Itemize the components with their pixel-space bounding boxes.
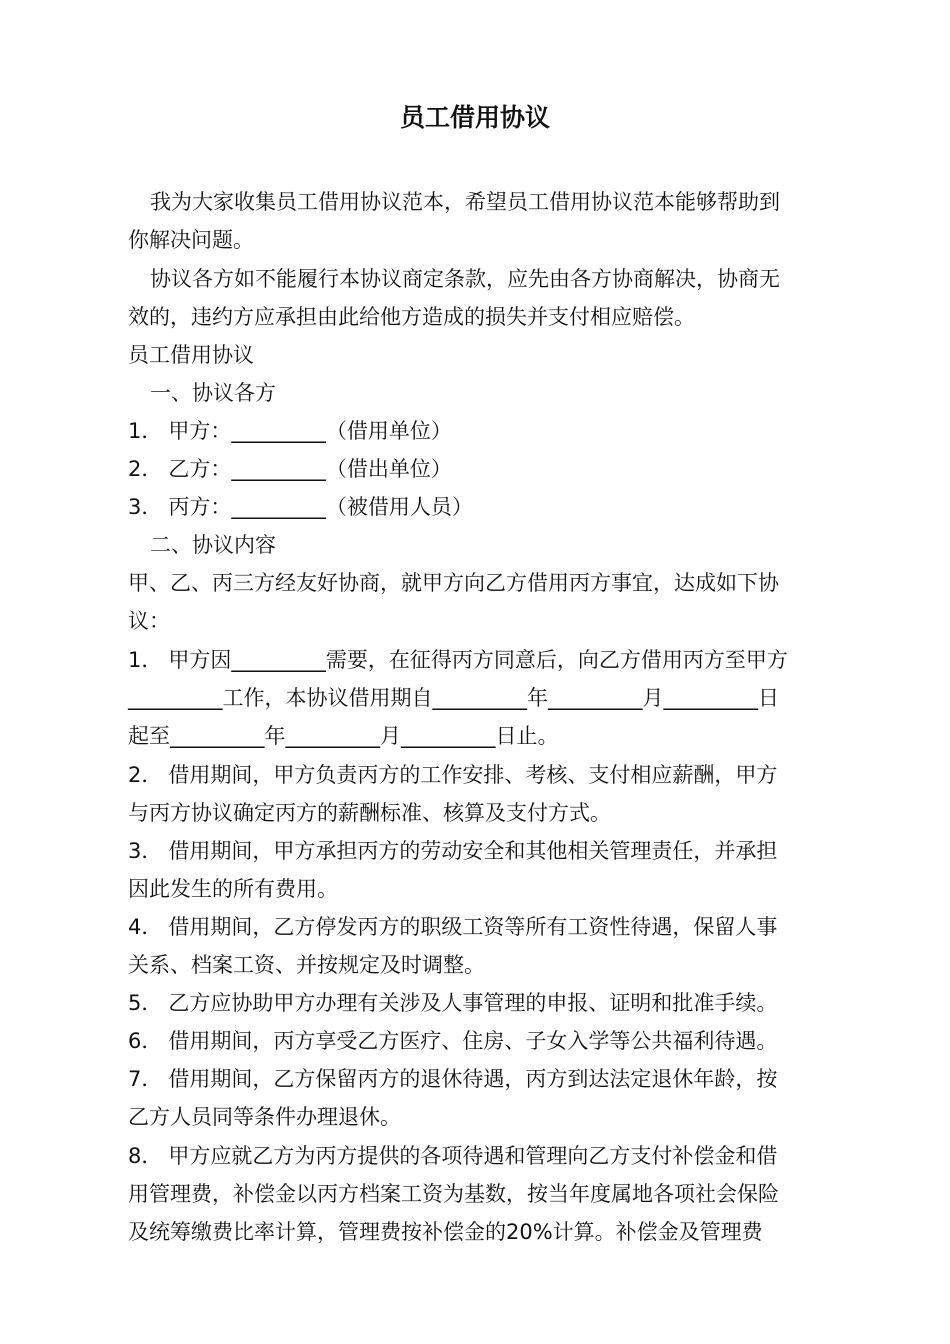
clause-line	[128, 1141, 828, 1171]
clause-line: 用管理费，补偿金以丙方档案工资为基数，按当年度属地各项社会保险	[128, 1182, 779, 1206]
disclaimer-line-1: 协议各方如不能履行本协议商定条款，应先由各方协商解决，协商无	[150, 267, 780, 291]
clause-number: 8．	[128, 1144, 163, 1168]
party-text: 甲方：_________（借用单位）	[168, 419, 452, 443]
clause-text: 甲方应就乙方为丙方提供的各项待遇和管理向乙方支付补偿金和借	[168, 1144, 778, 1168]
clause-text: 乙方应协助甲方办理有关涉及人事管理的申报、证明和批准手续。	[168, 991, 778, 1015]
clause-text: 借用期间，甲方负责丙方的工作安排、考核、支付相应薪酬，甲方	[168, 763, 778, 787]
content-intro-line-1: 甲、乙、丙三方经友好协商，就甲方向乙方借用丙方事宜，达成如下协	[128, 571, 779, 595]
clause-number: 1．	[128, 648, 163, 672]
party-item	[128, 454, 828, 484]
intro-line-1: 我为大家收集员工借用协议范本，希望员工借用协议范本能够帮助到	[150, 190, 780, 214]
clause-line	[128, 645, 828, 675]
party-number: 2．	[128, 457, 163, 481]
clause-line: 与丙方协议确定丙方的薪酬标准、核算及支付方式。	[128, 801, 611, 825]
clause-line: 关系、档案工资、并按规定及时调整。	[128, 953, 485, 977]
clause-number: 3．	[128, 839, 163, 863]
clause-line	[128, 760, 828, 790]
clause-line: 乙方人员同等条件办理退休。	[128, 1105, 401, 1129]
clause-line	[128, 1026, 828, 1056]
clause-number: 7．	[128, 1067, 163, 1091]
disclaimer-line-2: 效的，违约方应承担由此给他方造成的损失并支付相应赔偿。	[128, 305, 695, 329]
party-item	[128, 492, 828, 522]
section-heading-parties: 一、协议各方	[150, 381, 276, 405]
party-number: 3．	[128, 495, 163, 519]
clause-line	[128, 836, 828, 866]
clause-line	[128, 912, 828, 942]
document-title: 员工借用协议	[399, 103, 550, 132]
clause-number: 6．	[128, 1029, 163, 1053]
clause-number: 5．	[128, 991, 163, 1015]
agreement-subtitle: 员工借用协议	[128, 343, 254, 367]
clause-text: 借用期间，乙方保留丙方的退休待遇，丙方到达法定退休年龄，按	[168, 1067, 778, 1091]
party-number: 1．	[128, 419, 163, 443]
party-text: 乙方：_________（借出单位）	[168, 457, 452, 481]
party-text: 丙方：_________（被借用人员）	[168, 495, 473, 519]
content-intro-line-2: 议：	[128, 609, 170, 633]
clause-number: 4．	[128, 915, 163, 939]
clause-line: 及统筹缴费比率计算，管理费按补偿金的20%计算。补偿金及管理费	[128, 1220, 763, 1244]
clause-line: 起至_________年_________月_________日止。	[128, 724, 559, 748]
clause-text: 借用期间，乙方停发丙方的职级工资等所有工资性待遇，保留人事	[168, 915, 778, 939]
clause-line: _________工作，本协议借用期自_________年_________月_________日	[128, 686, 779, 710]
clause-text: 借用期间，丙方享受乙方医疗、住房、子女入学等公共福利待遇。	[168, 1029, 778, 1053]
section-heading-content: 二、协议内容	[150, 533, 276, 557]
intro-line-2: 你解决问题。	[128, 228, 254, 252]
clause-text: 借用期间，甲方承担丙方的劳动安全和其他相关管理责任，并承担	[168, 839, 778, 863]
clause-text: 甲方因_________需要，在征得丙方同意后，向乙方借用丙方至甲方	[168, 648, 788, 672]
party-item	[128, 416, 828, 446]
clause-line: 因此发生的所有费用。	[128, 877, 338, 901]
clause-number: 2．	[128, 763, 163, 787]
clause-line	[128, 988, 828, 1018]
clause-line	[128, 1064, 828, 1094]
